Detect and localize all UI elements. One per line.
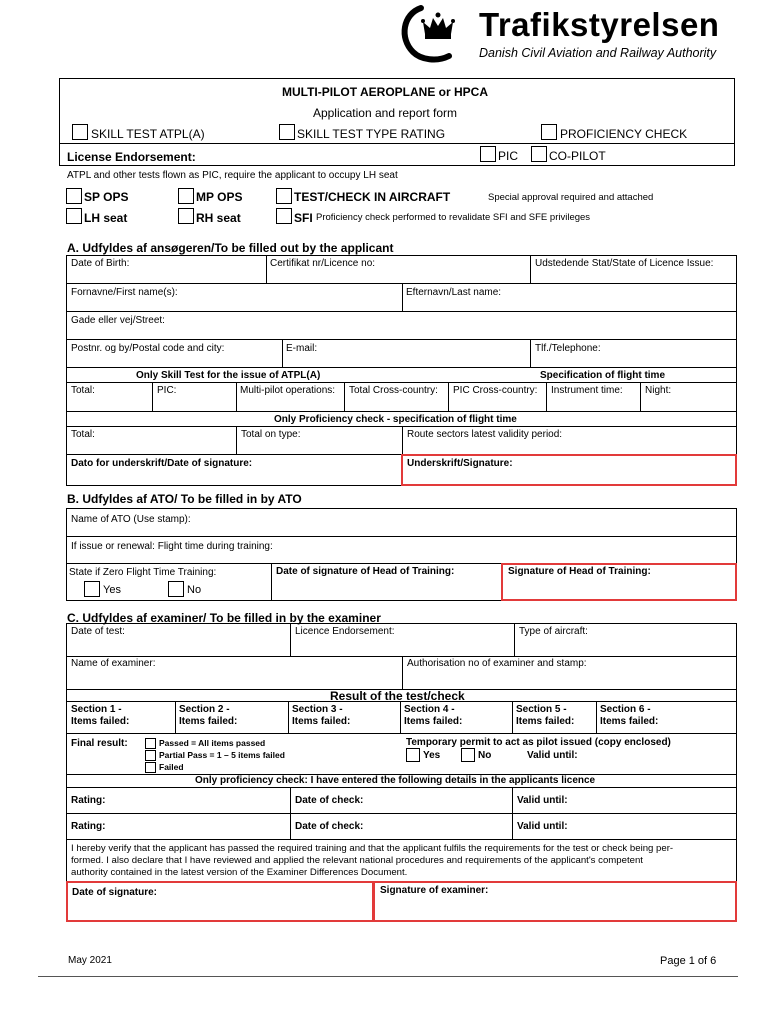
co-pilot-checkbox[interactable]: [531, 146, 547, 162]
only-skill-test-label: Only Skill Test for the issue of ATPL(A): [136, 370, 321, 381]
failed-checkbox[interactable]: [145, 762, 156, 773]
temp-permit-yes-checkbox[interactable]: [406, 748, 420, 762]
only-prof-check-label: Only proficiency check: I have entered the following details in the applicants licence: [195, 775, 596, 786]
divider: [236, 426, 237, 454]
section-5-title: Section 5 -: [516, 704, 567, 715]
divider: [290, 623, 291, 656]
divider: [344, 382, 345, 411]
test-check-note: Special approval required and attached: [488, 192, 654, 203]
co-pilot-label: CO-PILOT: [549, 149, 606, 163]
valid-until-label-1: Valid until:: [517, 795, 568, 806]
lh-seat-checkbox[interactable]: [66, 208, 82, 224]
zero-flight-yes-label: Yes: [103, 584, 121, 596]
section-3-items: Items failed:: [292, 716, 351, 727]
divider: [152, 382, 153, 411]
date-of-check-label-1: Date of check:: [295, 795, 364, 806]
partial-checkbox[interactable]: [145, 750, 156, 761]
name-examiner-label: Name of examiner:: [71, 658, 156, 669]
temp-permit-no-checkbox[interactable]: [461, 748, 475, 762]
total-label: Total:: [71, 385, 95, 396]
postal-label: Postnr. og by/Postal code and city:: [71, 343, 225, 354]
failed-label: Failed: [159, 762, 184, 772]
sfi-checkbox[interactable]: [276, 208, 292, 224]
declaration-line-2: formed. I also declare that I have reviewed and applied the relevant national procedures and requirements of the applicant's competent: [71, 855, 643, 866]
zero-flight-yes-checkbox[interactable]: [84, 581, 100, 597]
sp-ops-label: SP OPS: [84, 190, 129, 204]
temp-permit-yes-label: Yes: [423, 750, 441, 761]
rh-seat-checkbox[interactable]: [178, 208, 194, 224]
atpl-note: ATPL and other tests flown as PIC, require the applicant to occupy LH seat: [67, 170, 398, 181]
pic-time-label: PIC:: [157, 385, 177, 396]
licence-endorsement-label: Licence Endorsement:: [295, 626, 395, 637]
divider: [59, 143, 735, 144]
divider: [66, 411, 737, 412]
sp-ops-checkbox[interactable]: [66, 188, 82, 204]
rating-label-2: Rating:: [71, 821, 106, 832]
skill-test-atpl-label: SKILL TEST ATPL(A): [91, 127, 205, 141]
signature-examiner-label: Signature of examiner:: [380, 885, 489, 896]
divider: [66, 701, 737, 702]
mp-ops-checkbox[interactable]: [178, 188, 194, 204]
proficiency-check-checkbox[interactable]: [541, 124, 557, 140]
issue-renewal-label: If issue or renewal: Flight time during training:: [71, 541, 273, 552]
divider: [512, 701, 513, 733]
only-prof-label: Only Proficiency check - specification of flight time: [274, 414, 517, 425]
section-b-heading: B. Udfyldes af ATO/ To be filled in by ATO: [67, 492, 302, 506]
temp-permit-no-label: No: [478, 750, 492, 761]
divider: [66, 787, 737, 788]
proficiency-check-label: PROFICIENCY CHECK: [560, 127, 688, 141]
section-6-items: Items failed:: [600, 716, 659, 727]
test-check-aircraft-checkbox[interactable]: [276, 188, 292, 204]
divider: [448, 382, 449, 411]
mp-ops-label: MP OPS: [196, 190, 243, 204]
divider: [402, 283, 403, 311]
date-of-check-label-2: Date of check:: [295, 821, 364, 832]
total-cross-label: Total Cross-country:: [349, 385, 438, 396]
section-c-heading: C. Udfyldes af examiner/ To be filled in by the examiner: [67, 611, 381, 625]
form-title: MULTI-PILOT AEROPLANE or HPCA: [282, 85, 488, 99]
type-of-aircraft-label: Type of aircraft:: [519, 626, 588, 637]
authorisation-label: Authorisation no of examiner and stamp:: [407, 658, 587, 669]
section-3-title: Section 3 -: [292, 704, 343, 715]
divider: [514, 623, 515, 656]
divider: [530, 255, 531, 283]
divider: [530, 339, 531, 367]
divider: [66, 382, 737, 383]
street-label: Gade eller vej/Street:: [71, 315, 165, 326]
date-of-birth-label: Date of Birth:: [71, 258, 130, 269]
divider: [66, 733, 737, 734]
skill-test-type-rating-checkbox[interactable]: [279, 124, 295, 140]
divider: [66, 839, 737, 840]
section-5-items: Items failed:: [516, 716, 575, 727]
passed-label: Passed = All items passed: [159, 738, 266, 748]
divider: [66, 311, 737, 312]
sfi-note: Proficiency check performed to revalidate SFI and SFE privileges: [316, 212, 591, 223]
email-label: E-mail:: [286, 343, 318, 354]
divider: [66, 339, 737, 340]
valid-until-label: Valid until:: [527, 750, 578, 761]
divider: [236, 382, 237, 411]
divider: [282, 339, 283, 367]
pic-cross-label: PIC Cross-country:: [453, 385, 538, 396]
rh-seat-label: RH seat: [196, 211, 241, 225]
last-name-label: Efternavn/Last name:: [406, 287, 502, 298]
valid-until-label-2: Valid until:: [517, 821, 568, 832]
divider: [66, 367, 737, 368]
pic-checkbox[interactable]: [480, 146, 496, 162]
section-2-items: Items failed:: [179, 716, 238, 727]
divider: [175, 701, 176, 733]
divider: [288, 701, 289, 733]
instrument-label: Instrument time:: [551, 385, 623, 396]
zero-flight-no-label: No: [187, 584, 202, 596]
license-endorsement-label: License Endorsement:: [67, 150, 196, 164]
logo: [395, 4, 740, 66]
licence-no-label: Certifikat nr/Licence no:: [270, 258, 376, 269]
rating-label-1: Rating:: [71, 795, 106, 806]
test-check-aircraft-label: TEST/CHECK IN AIRCRAFT: [294, 190, 451, 204]
lh-seat-label: LH seat: [84, 211, 128, 225]
pic-label: PIC: [498, 149, 519, 163]
total-on-type-label: Total on type:: [241, 429, 301, 440]
passed-checkbox[interactable]: [145, 738, 156, 749]
skill-test-atpl-checkbox[interactable]: [72, 124, 88, 140]
brand-subtitle: Danish Civil Aviation and Railway Authority: [479, 46, 717, 60]
divider: [402, 426, 403, 454]
declaration-line-3: authority contained in the latest version of the Examiner Differences Document.: [71, 867, 408, 878]
brand-name: Trafikstyrelsen: [479, 6, 720, 43]
section-6-title: Section 6 -: [600, 704, 651, 715]
date-of-test-label: Date of test:: [71, 626, 125, 637]
zero-flight-no-checkbox[interactable]: [168, 581, 184, 597]
section-1-items: Items failed:: [71, 716, 130, 727]
section-1-title: Section 1 -: [71, 704, 122, 715]
sfi-label: SFI: [294, 211, 313, 225]
state-of-issue-label: Udstedende Stat/State of Licence Issue:: [535, 258, 714, 269]
zero-flight-label: State if Zero Flight Time Training:: [69, 567, 217, 578]
route-sectors-label: Route sectors latest validity period:: [407, 429, 563, 440]
multi-pilot-label: Multi-pilot operations:: [240, 385, 336, 396]
skill-test-type-rating-label: SKILL TEST TYPE RATING: [297, 127, 446, 141]
date-sig-hot-label: Date of signature of Head of Training:: [276, 566, 455, 577]
telephone-label: Tlf./Telephone:: [535, 343, 601, 354]
name-ato-label: Name of ATO (Use stamp):: [71, 514, 191, 525]
divider: [266, 255, 267, 283]
section-2-title: Section 2 -: [179, 704, 230, 715]
divider: [546, 382, 547, 411]
spec-flight-time-label: Specification of flight time: [540, 370, 666, 381]
result-heading: Result of the test/check: [330, 689, 465, 703]
footer-divider: [38, 976, 738, 977]
divider: [271, 563, 272, 601]
partial-label: Partial Pass = 1 – 5 items failed: [159, 750, 285, 760]
declaration-line-1: I hereby verify that the applicant has passed the required training and that the applicant fulfils the requirements for the test or check being per-: [71, 843, 674, 854]
first-name-label: Fornavne/First name(s):: [71, 287, 178, 298]
divider: [66, 536, 737, 537]
night-label: Night:: [645, 385, 672, 396]
footer-page: Page 1 of 6: [660, 955, 717, 967]
final-result-label: Final result:: [71, 738, 128, 749]
divider: [596, 701, 597, 733]
signature-label: Underskrift/Signature:: [407, 458, 513, 469]
divider: [400, 701, 401, 733]
divider: [402, 656, 403, 689]
section-4-title: Section 4 -: [404, 704, 455, 715]
form-subtitle: Application and report form: [312, 106, 458, 120]
temp-permit-label: Temporary permit to act as pilot issued (copy enclosed): [406, 737, 671, 748]
date-of-signature-label: Date of signature:: [72, 887, 158, 898]
divider: [66, 813, 737, 814]
section-a-heading: A. Udfyldes af ansøgeren/To be filled out by the applicant: [67, 241, 394, 255]
section-4-items: Items failed:: [404, 716, 463, 727]
footer-date: May 2021: [68, 955, 112, 966]
date-signature-label: Dato for underskrift/Date of signature:: [71, 458, 253, 469]
sig-hot-label: Signature of Head of Training:: [508, 566, 651, 577]
total2-label: Total:: [71, 429, 95, 440]
crown-logo-icon: [395, 4, 467, 66]
divider: [640, 382, 641, 411]
